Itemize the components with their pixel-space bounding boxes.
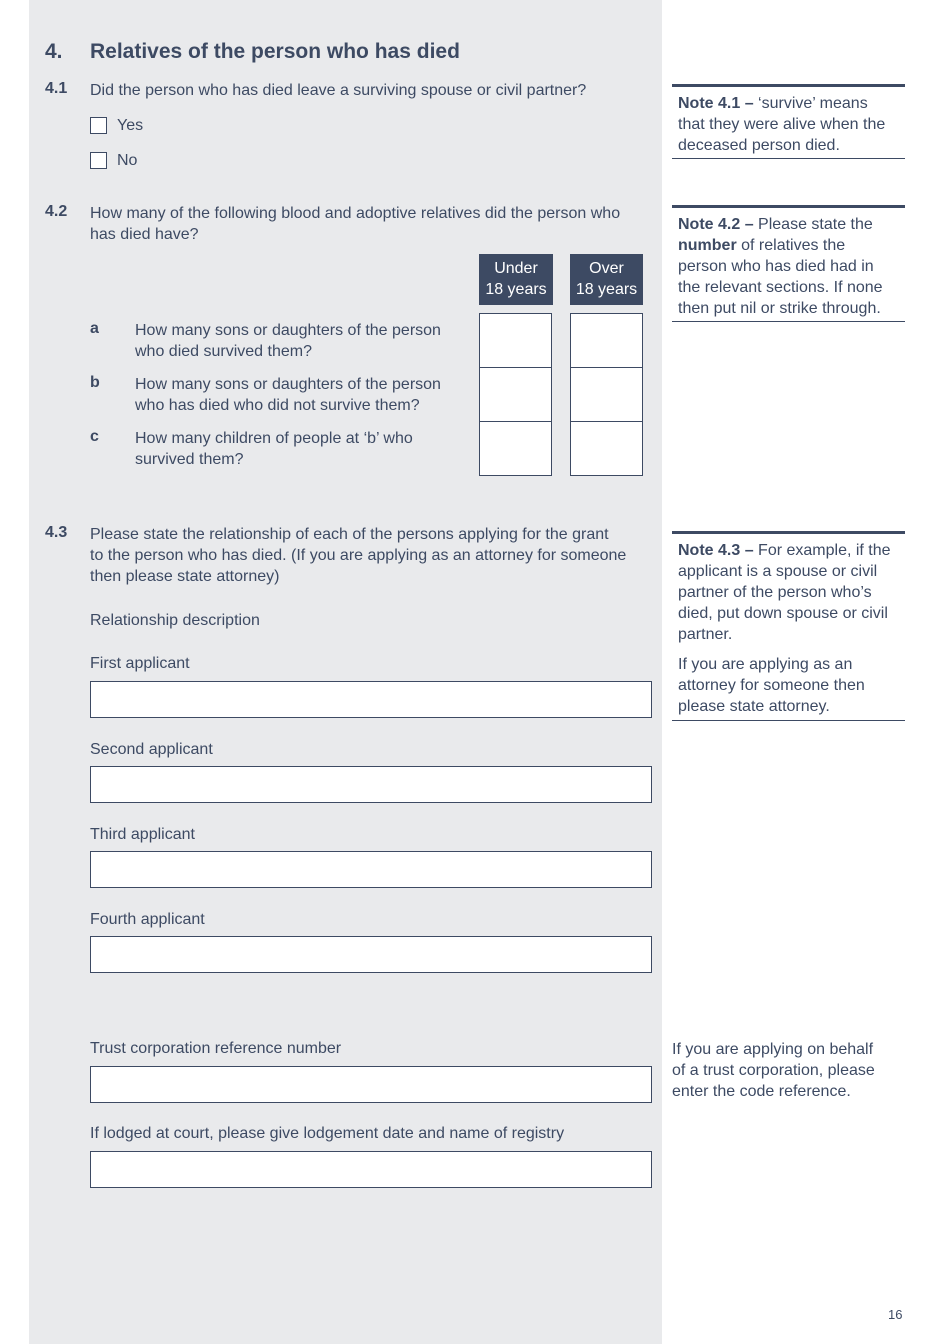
q41-question: Did the person who has died leave a surviving spouse or civil partner? bbox=[90, 82, 587, 99]
section-title: Relatives of the person who has died bbox=[90, 40, 460, 63]
row-b-under-18-input[interactable] bbox=[479, 367, 552, 422]
note-4-1: Note 4.1 – ‘survive’ means that they were alive when the deceased person died. bbox=[672, 84, 905, 159]
q42-question: How many of the following blood and adoptive relatives did the person who has died have? bbox=[90, 205, 621, 243]
row-a-text: How many sons or daughters of the person who died survived them? bbox=[135, 322, 441, 360]
row-c-under-18-input[interactable] bbox=[479, 421, 552, 476]
section-number: 4. bbox=[45, 40, 63, 63]
first-applicant-label: First applicant bbox=[90, 655, 190, 672]
no-label: No bbox=[117, 152, 138, 169]
under-18-header: Under 18 years bbox=[479, 254, 553, 305]
note-4-2-label: Note 4.2 – bbox=[678, 216, 754, 233]
row-b-over-18-input[interactable] bbox=[570, 367, 643, 422]
row-a-over-18-input[interactable] bbox=[570, 313, 643, 368]
trust-corporation-label: Trust corporation reference number bbox=[90, 1040, 342, 1057]
row-c-over-18-input[interactable] bbox=[570, 421, 643, 476]
note-4-2: Note 4.2 – Please state the number of relatives the person who has died had in the relevant sections. If none then put nil or strike through. bbox=[672, 205, 905, 322]
q41-number: 4.1 bbox=[45, 80, 68, 97]
relationship-description-heading: Relationship description bbox=[90, 612, 260, 629]
note-4-3-label: Note 4.3 – bbox=[678, 542, 754, 559]
row-b-text: How many sons or daughters of the person who has died who did not survive them? bbox=[135, 376, 441, 414]
third-applicant-label: Third applicant bbox=[90, 826, 195, 843]
lodgement-label: If lodged at court, please give lodgement date and name of registry bbox=[90, 1125, 565, 1142]
second-applicant-field[interactable] bbox=[90, 766, 652, 803]
lodgement-date-registry-field[interactable] bbox=[90, 1151, 652, 1188]
trust-corporation-note: If you are applying on behalf of a trust corporation, please enter the code reference. bbox=[672, 1041, 875, 1100]
yes-checkbox[interactable] bbox=[90, 117, 107, 134]
q43-question: Please state the relationship of each of the persons applying for the grant to the person who has died. (If you are applying as an attorney for someone then please state attorney) bbox=[90, 526, 627, 585]
yes-label: Yes bbox=[117, 117, 144, 134]
row-a-under-18-input[interactable] bbox=[479, 313, 552, 368]
first-applicant-field[interactable] bbox=[90, 681, 652, 718]
note-4-3: Note 4.3 – For example, if the applicant is a spouse or civil partner of the person who’s died, put down spouse or civil partner. If you are applying as an attorney for someone then please state attorney. bbox=[672, 531, 905, 721]
row-b-letter: b bbox=[90, 374, 100, 391]
note-4-1-label: Note 4.1 – bbox=[678, 95, 754, 112]
over-18-header: Over 18 years bbox=[570, 254, 643, 305]
third-applicant-field[interactable] bbox=[90, 851, 652, 888]
row-a-letter: a bbox=[90, 320, 99, 337]
row-c-text: How many children of people at ‘b’ who survived them? bbox=[135, 430, 413, 468]
second-applicant-label: Second applicant bbox=[90, 741, 213, 758]
fourth-applicant-field[interactable] bbox=[90, 936, 652, 973]
fourth-applicant-label: Fourth applicant bbox=[90, 911, 205, 928]
row-c-letter: c bbox=[90, 428, 99, 445]
q42-number: 4.2 bbox=[45, 203, 68, 220]
no-checkbox[interactable] bbox=[90, 152, 107, 169]
page-number: 16 bbox=[888, 1307, 903, 1322]
trust-corporation-reference-field[interactable] bbox=[90, 1066, 652, 1103]
q43-number: 4.3 bbox=[45, 524, 68, 541]
